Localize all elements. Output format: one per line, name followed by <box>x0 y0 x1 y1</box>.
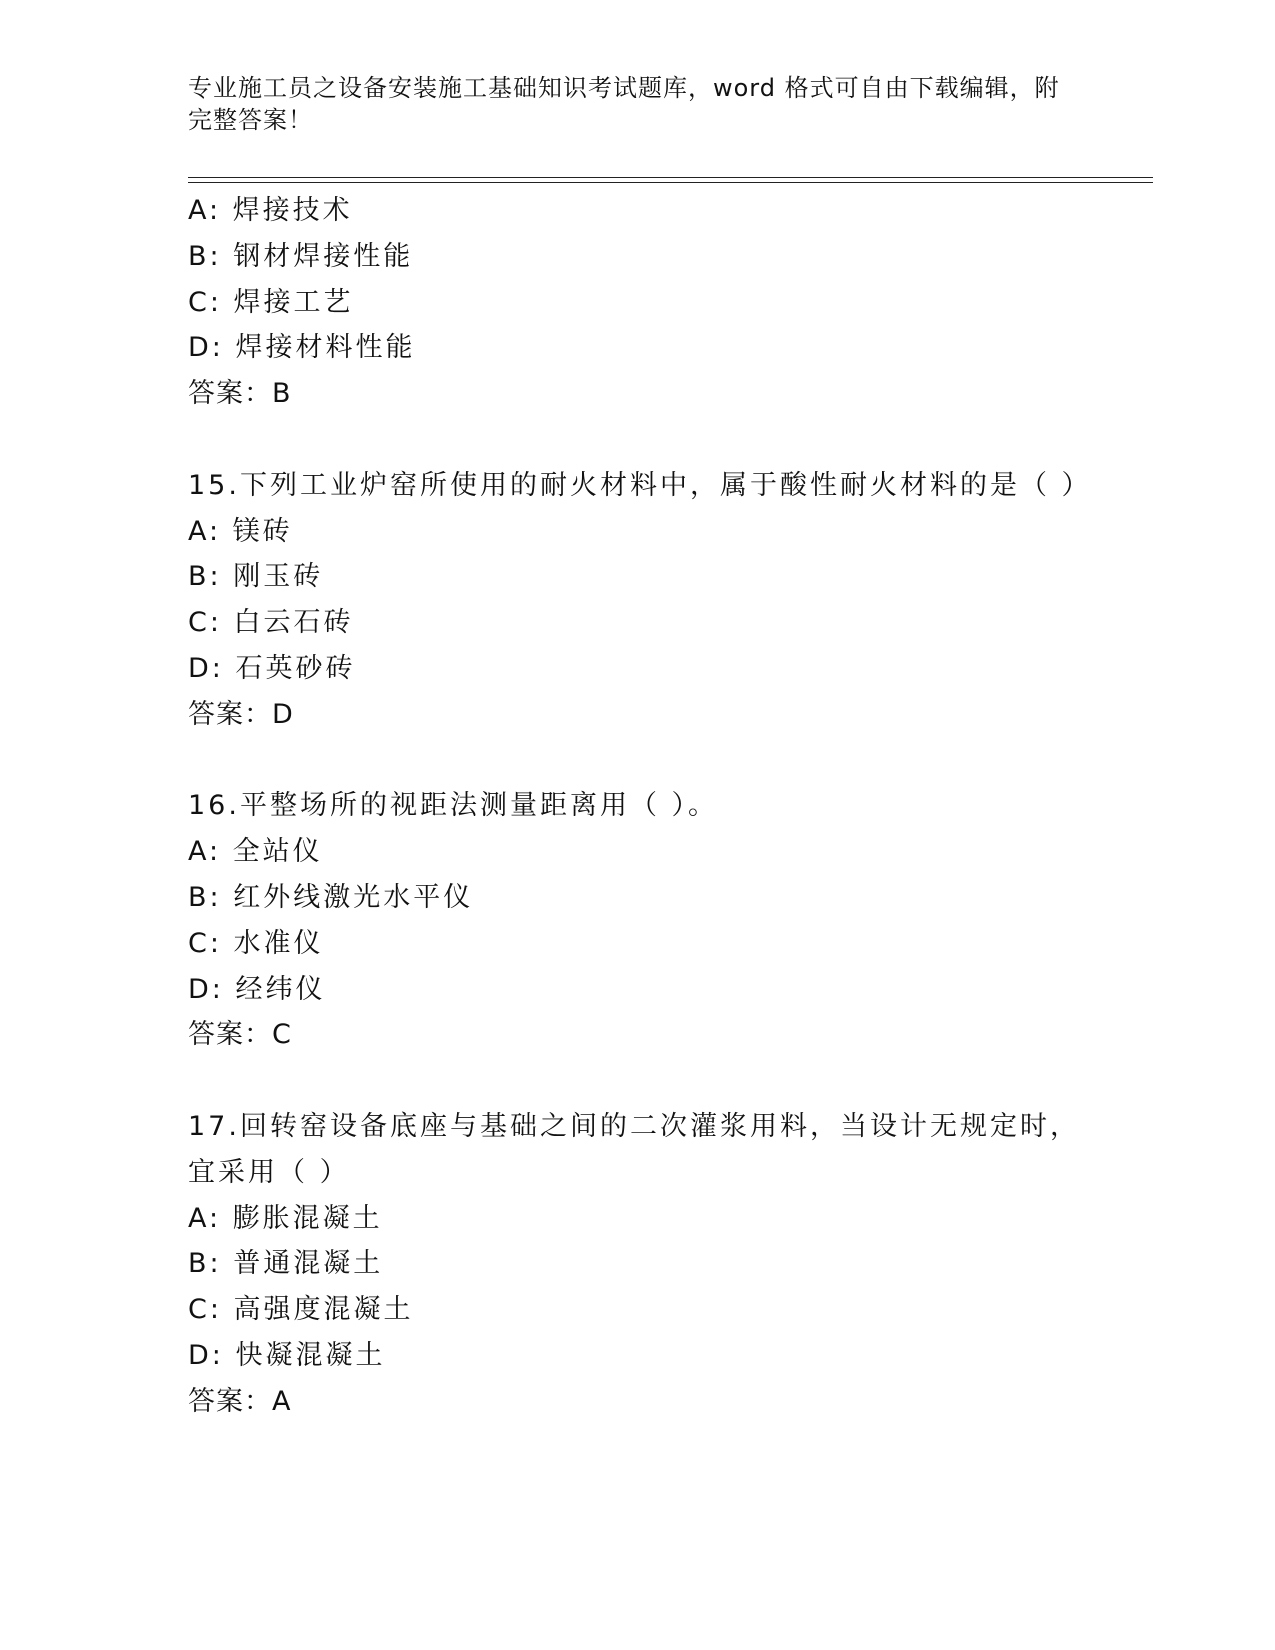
q16-option-d: D: 经纬仪 <box>188 973 326 1005</box>
q14-answer: 答案：B <box>188 378 292 410</box>
question-list <box>188 188 1148 1425</box>
q17-option-a: A: 膨胀混凝土 <box>188 1202 383 1234</box>
q15-option-a: A: 镁砖 <box>188 515 293 547</box>
spacer <box>188 1058 1148 1104</box>
q16-answer: 答案：C <box>188 1019 292 1051</box>
spacer <box>188 417 1148 463</box>
q17-option-d: D: 快凝混凝土 <box>188 1339 386 1371</box>
q15-option-b: B: 刚玉砖 <box>188 561 324 593</box>
q15-option-c: C: 白云石砖 <box>188 607 354 639</box>
q14-option-a: A: 焊接技术 <box>188 195 353 226</box>
q16-option-a: A: 全站仪 <box>188 836 323 868</box>
q15-answer: 答案：D <box>188 698 294 730</box>
document-header: 专业施工员之设备安装施工基础知识考试题库，word 格式可自由下载编辑，附完整答案！ <box>188 74 1060 134</box>
q16-option-b: B: 红外线激光水平仪 <box>188 881 474 913</box>
q17-option-c: C: 高强度混凝土 <box>188 1294 414 1326</box>
q17-option-b: B: 普通混凝土 <box>188 1248 384 1280</box>
q16-option-c: C: 水准仪 <box>188 927 324 959</box>
q15-option-d: D: 石英砂砖 <box>188 652 356 684</box>
q17-stem: 17.回转窑设备底座与基础之间的二次灌浆用料，当设计无规定时，宜采用（ ） <box>188 1110 1080 1188</box>
spacer <box>188 738 1148 784</box>
header-divider-secondary <box>188 182 1153 183</box>
q14-option-b: B: 钢材焊接性能 <box>188 240 414 272</box>
header-divider <box>188 177 1153 178</box>
q17-answer: 答案：A <box>188 1385 292 1417</box>
q16-stem: 16.平整场所的视距法测量距离用（ ）。 <box>188 790 719 822</box>
q15-stem: 15.下列工业炉窑所使用的耐火材料中，属于酸性耐火材料的是（ ） <box>188 469 1092 501</box>
q14-option-d: D: 焊接材料性能 <box>188 332 416 364</box>
q14-option-c: C: 焊接工艺 <box>188 286 354 318</box>
